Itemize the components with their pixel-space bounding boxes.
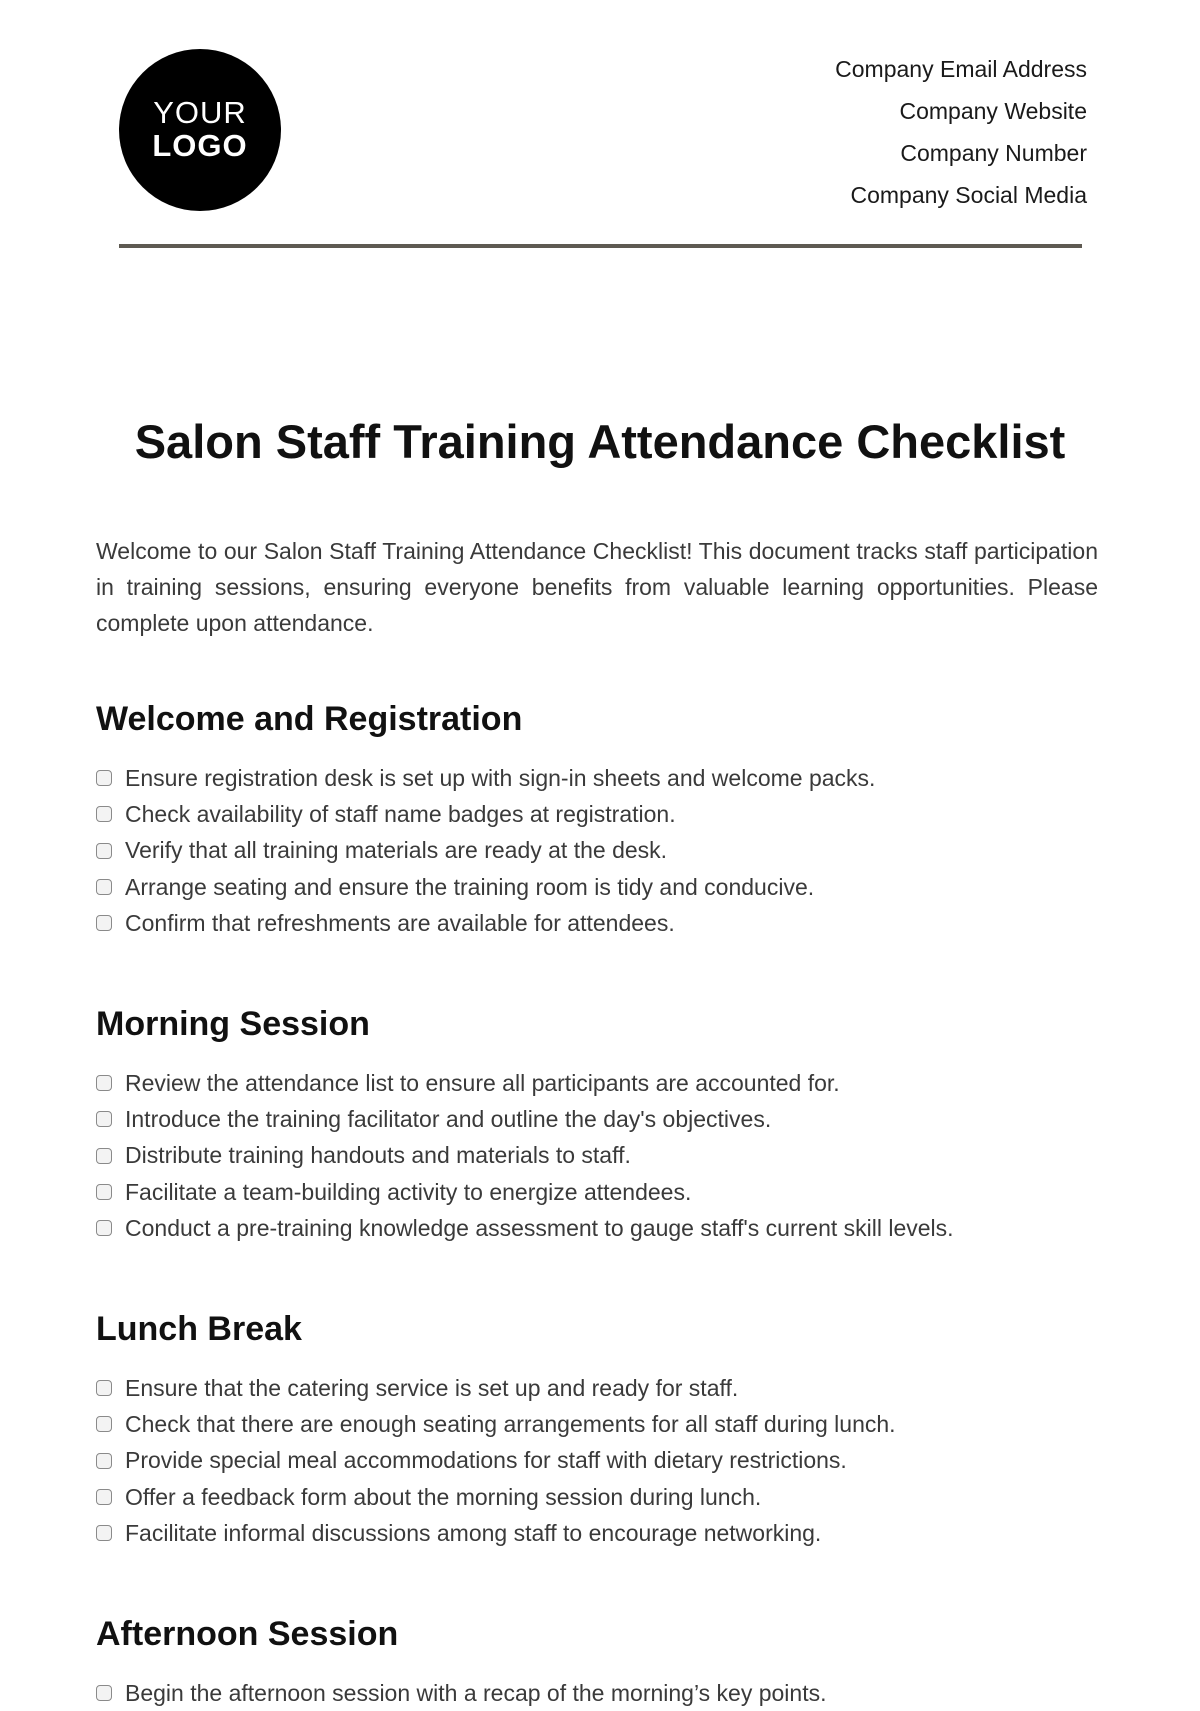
checklist-item-text: Ensure registration desk is set up with sign-in sheets and welcome packs. (125, 764, 876, 791)
checkbox[interactable] (96, 770, 112, 786)
section-lunch-break (96, 1307, 1116, 1551)
checklist-item-text: Conduct a pre-training knowledge assessment to gauge staff's current skill levels. (125, 1214, 954, 1241)
checkbox[interactable] (96, 1489, 112, 1505)
checklist-item (96, 1101, 1116, 1137)
checklist-item-text: Review the attendance list to ensure all participants are accounted for. (125, 1069, 840, 1096)
checklist (96, 1370, 1116, 1551)
checklist-item (96, 869, 1116, 905)
section-heading: Morning Session (96, 1005, 370, 1043)
checklist-item (96, 833, 1116, 869)
checklist (96, 760, 1116, 941)
checklist-item-text: Begin the afternoon session with a recap of the morning’s key points. (125, 1679, 827, 1706)
checklist-item-text: Provide special meal accommodations for staff with dietary restrictions. (125, 1447, 847, 1474)
checklist-item (96, 1406, 1116, 1442)
checklist-item-text: Introduce the training facilitator and outline the day's objectives. (125, 1105, 772, 1132)
checklist-item-text: Facilitate informal discussions among staff to encourage networking. (125, 1519, 822, 1546)
company-social-media: Company Social Media (850, 182, 1087, 208)
checklist-item (96, 1065, 1116, 1101)
checkbox[interactable] (96, 1453, 112, 1469)
document-header (0, 0, 1200, 260)
checkbox[interactable] (96, 843, 112, 859)
company-logo (119, 49, 281, 211)
checklist-item-text: Ensure that the catering service is set up and ready for staff. (125, 1374, 739, 1401)
company-number: Company Number (900, 140, 1087, 166)
section-heading: Afternoon Session (96, 1615, 399, 1653)
checklist-item (96, 1210, 1116, 1246)
checkbox[interactable] (96, 915, 112, 931)
logo-text-line1: YOUR (153, 95, 247, 131)
checklist-item (96, 796, 1116, 832)
checklist-item (96, 1174, 1116, 1210)
section-afternoon-session (96, 1612, 1116, 1711)
checklist-item (96, 1138, 1116, 1174)
checklist-item-text: Offer a feedback form about the morning session during lunch. (125, 1483, 762, 1510)
checklist-item-text: Facilitate a team-building activity to energize attendees. (125, 1178, 692, 1205)
checkbox[interactable] (96, 879, 112, 895)
checklist-item (96, 905, 1116, 941)
section-heading: Lunch Break (96, 1310, 302, 1348)
checklist-item-text: Check that there are enough seating arrangements for all staff during lunch. (125, 1410, 896, 1437)
checklist-item (96, 1443, 1116, 1479)
checklist (96, 1675, 1116, 1711)
section-welcome-registration (96, 697, 1116, 941)
checkbox[interactable] (96, 1111, 112, 1127)
checklist (96, 1065, 1116, 1246)
company-email: Company Email Address (835, 56, 1087, 82)
logo-text-line2: LOGO (152, 128, 248, 163)
intro-paragraph: Welcome to our Salon Staff Training Attendance Checklist! This document tracks staff participation in training sessions, ensuring everyone benefits from valuable learning opportunities. Please complete upon attendance. (96, 538, 1098, 636)
checkbox[interactable] (96, 1380, 112, 1396)
document-title: Salon Staff Training Attendance Checklist (134, 415, 1066, 468)
checkbox[interactable] (96, 1184, 112, 1200)
checklist-item (96, 1675, 1116, 1711)
checkbox[interactable] (96, 1525, 112, 1541)
checklist-item-text: Distribute training handouts and materials to staff. (125, 1142, 631, 1169)
checklist-item (96, 1515, 1116, 1551)
checklist-item (96, 1479, 1116, 1515)
header-divider (119, 244, 1082, 248)
company-website: Company Website (899, 98, 1087, 124)
section-morning-session (96, 1002, 1116, 1246)
checklist-item-text: Verify that all training materials are ready at the desk. (125, 837, 668, 864)
company-contact-info (835, 52, 1087, 220)
checkbox[interactable] (96, 1685, 112, 1701)
checkbox[interactable] (96, 1148, 112, 1164)
checklist-item-text: Arrange seating and ensure the training room is tidy and conducive. (125, 873, 815, 900)
checkbox[interactable] (96, 1075, 112, 1091)
checklist-item (96, 760, 1116, 796)
checklist-item (96, 1370, 1116, 1406)
checklist-item-text: Confirm that refreshments are available for attendees. (125, 909, 675, 936)
checkbox[interactable] (96, 1416, 112, 1432)
checklist-item-text: Check availability of staff name badges at registration. (125, 800, 676, 827)
checkbox[interactable] (96, 1220, 112, 1236)
section-heading: Welcome and Registration (96, 700, 523, 738)
checkbox[interactable] (96, 806, 112, 822)
